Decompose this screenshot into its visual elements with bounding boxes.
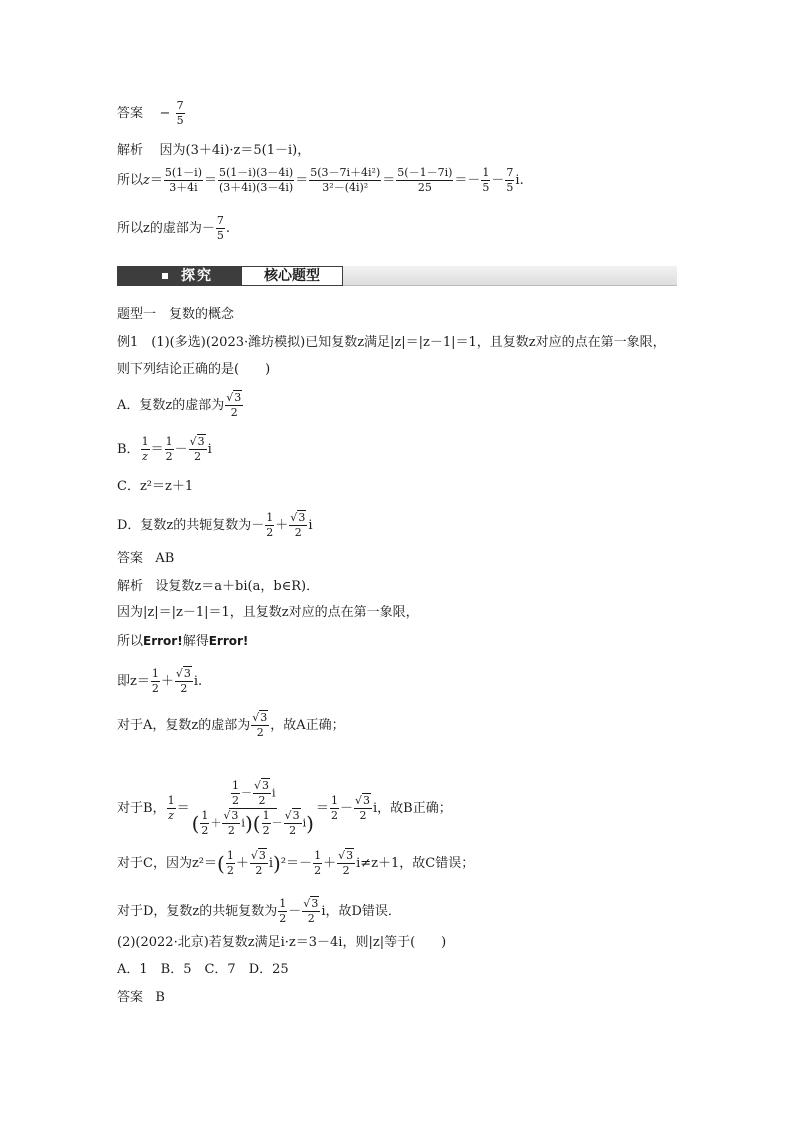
analysis-2-line-1 [117, 578, 319, 596]
numerator: 1 [314, 849, 322, 862]
fraction [505, 167, 514, 194]
for-d-result: ，故D错误． [325, 904, 401, 919]
fraction [218, 167, 294, 194]
fraction [354, 795, 372, 822]
answer-value: B [155, 990, 165, 1005]
fraction [302, 898, 320, 925]
answer-label: 答案 [117, 551, 144, 566]
numerator: 1 [226, 849, 234, 862]
for-b-text: 对于B， [117, 801, 166, 816]
answer-value: AB [155, 551, 175, 566]
numerator: 5(1－i)(3－4i) [219, 166, 294, 179]
sqrt: √3 [290, 511, 306, 524]
radicand: 3 [258, 849, 266, 862]
for-c-text: 对于C，因为z²＝ [117, 856, 218, 871]
section-tag-label: 探究 [181, 268, 213, 284]
section-header-bar [117, 266, 677, 286]
analysis-text: 设复数z＝a＋bi(a，b∈R)． [155, 579, 320, 594]
numerator: 1 [201, 809, 209, 822]
numerator: 5(1－i) [164, 166, 202, 179]
denominator: 2 [314, 864, 322, 877]
fraction [481, 167, 490, 194]
denominator: 2 [289, 824, 297, 837]
fraction: $\frac{1}{z}$ [167, 794, 175, 822]
fraction [396, 167, 453, 194]
analysis-for-d: 对于D，复数z的共轭复数为 $\frac{1}{2}$ － $\frac{√3}{2}$ i，故D错误． [117, 897, 401, 925]
analysis-conclusion: 所以z的虚部为－ $\frac{7}{5}$ . [117, 214, 230, 242]
denominator: 5 [506, 181, 514, 194]
numerator: 5(－1－7i) [397, 166, 453, 179]
option-c: C．z²＝z＋1 [117, 479, 194, 494]
square-bullet-icon [162, 273, 168, 279]
numerator: 1 [279, 897, 287, 910]
analysis-2-line-4: 即z＝ $\frac{1}{2}$ ＋ $\frac{√3}{2}$ i. [117, 667, 203, 695]
numerator: 1 [165, 435, 173, 448]
fraction [216, 215, 225, 242]
denominator: 2 [231, 794, 239, 807]
section-divider [343, 285, 677, 286]
denominator: 2 [359, 809, 367, 822]
radicand: 3 [197, 435, 205, 448]
option-a [117, 392, 244, 419]
conclusion-text: 所以z的虚部为－ [117, 221, 215, 236]
for-c-mid: ²＝－ [280, 856, 313, 871]
denominator: 5 [176, 114, 184, 127]
fraction [165, 436, 174, 463]
analysis-label: 解析 [117, 143, 144, 158]
sqrt: √3 [354, 794, 370, 807]
fraction [175, 668, 193, 695]
sqrt: √3 [284, 809, 300, 822]
numerator: 1 [151, 667, 159, 680]
denominator: 2 [266, 526, 274, 539]
denominator: 2 [262, 824, 270, 837]
numerator: 7 [176, 99, 184, 112]
sqrt: √3 [223, 809, 239, 822]
denominator: 2 [258, 794, 266, 807]
answer-line-2 [117, 550, 174, 568]
denominator: 3²－(4i)² [322, 181, 369, 194]
fraction [164, 167, 203, 194]
imag-unit: i [207, 442, 212, 457]
radicand: 3 [260, 711, 268, 724]
fraction [225, 392, 243, 419]
for-c-result: ≠z＋1，故C错误； [360, 856, 475, 871]
numerator: 1 [262, 809, 270, 822]
analysis-line-1 [117, 142, 310, 160]
radicand: 3 [292, 809, 300, 822]
denominator: 5 [216, 229, 224, 242]
answer-label: 答案 [117, 106, 144, 121]
imag-unit: i [308, 518, 313, 533]
option-b: B． $\frac{1}{z}$ ＝ $\frac{1}{2}$ － $\frac{√3}{2}$ i [117, 435, 212, 463]
radicand: 3 [311, 897, 319, 910]
denominator: (3＋4i)(3－4i) [219, 181, 294, 194]
fraction [289, 512, 307, 539]
radicand: 3 [231, 809, 239, 822]
denominator: 2 [294, 526, 302, 539]
denominator: 2 [279, 912, 287, 925]
fraction [313, 850, 322, 877]
denominator: 2 [194, 450, 202, 463]
denominator: 2 [180, 682, 188, 695]
example-stem-line-1: 例1 (1)(多选)(2023·潍坊模拟)已知复数z满足|z|＝|z－1|＝1，且复数z对应的点在第一象限， [117, 335, 666, 350]
minus-sign: − [159, 106, 171, 121]
denominator: 2 [307, 912, 315, 925]
answer-line-3 [117, 989, 165, 1007]
denominator: 2 [227, 824, 235, 837]
denominator: 3＋4i [169, 181, 198, 194]
sqrt: √3 [252, 711, 268, 724]
fraction [309, 167, 381, 194]
sqrt: √3 [250, 849, 266, 862]
denominator: 25 [417, 181, 432, 194]
fraction [265, 512, 274, 539]
fraction [330, 795, 339, 822]
fraction [337, 850, 355, 877]
sqrt: √3 [338, 849, 354, 862]
compound-fraction: $\frac{1}{2}$ － $\frac{√3}{2}$ i ( $\frac{1}{2}$ ＋ $\frac{√3}{2}$ i)( $\frac{1}{2}$ － $\frac{√3}{2}$ i) [191, 779, 314, 837]
solve-text: 解得 [182, 634, 209, 649]
sqrt: √3 [226, 391, 242, 404]
denominator: 2 [226, 864, 234, 877]
radicand: 3 [183, 667, 191, 680]
radicand: 3 [346, 849, 354, 862]
option-d-text: D．复数z的共轭复数为－ [117, 518, 265, 533]
numerator: 1 [330, 794, 338, 807]
sqrt: √3 [189, 435, 205, 448]
fraction: $\frac{1}{z}$ [141, 435, 149, 463]
analysis-2-line-2: 因为|z|＝|z－1|＝1，且复数z对应的点在第一象限， [117, 605, 419, 620]
denominator: 2 [230, 406, 238, 419]
error-placeholder: Error! [143, 634, 183, 648]
denominator: 2 [201, 824, 209, 837]
error-placeholder: Error! [208, 634, 249, 648]
so-text: 所以 [117, 173, 144, 188]
analysis-fraction-chain: 所以z＝ $\frac{5(1-i)}{3+4i}$ ＝ $\frac{5(1-i)(3-4i)}{(3+4i)(3-4i)}$ ＝ $\frac{\text{5(3－7i＋4i²)}}{\text{3²－(4i)²}}$ ＝ $\frac{5(-1-7i)}{25}$ ＝－ $\frac{1}{5}$ － $\frac{7}{5}$ i. [117, 166, 524, 194]
analysis-text: 因为(3＋4i)·z＝5(1－i)， [159, 143, 311, 158]
numerator: 1 [141, 435, 149, 448]
fraction [226, 850, 235, 877]
denominator: 5 [482, 181, 490, 194]
sqrt: √3 [175, 667, 191, 680]
sqrt: √3 [303, 897, 319, 910]
for-a-text: 对于A，复数z的虚部为 [117, 718, 251, 733]
answer-line-1 [117, 100, 186, 127]
denominator: 2 [151, 682, 159, 695]
for-a-result: ，故A正确； [270, 718, 345, 733]
denominator: 2 [255, 864, 263, 877]
numerator: 7 [506, 166, 514, 179]
numerator: 1 [231, 779, 239, 792]
fraction [176, 100, 185, 127]
sqrt: √3 [253, 779, 269, 792]
numerator: 5(3－7i＋4i²) [310, 166, 381, 179]
denominator: 2 [342, 864, 350, 877]
analysis-for-c: 对于C，因为z²＝( $\frac{1}{2}$ ＋ $\frac{√3}{2}$ i)²＝－ $\frac{1}{2}$ ＋ $\frac{√3}{2}$ i≠z＋1，故C错误； [117, 849, 475, 877]
numerator: 1 [482, 166, 490, 179]
radicand: 3 [234, 391, 242, 404]
fraction [278, 898, 287, 925]
fraction [251, 712, 269, 739]
denominator: 2 [165, 450, 173, 463]
denominator: 2 [256, 726, 264, 739]
numerator: 1 [266, 511, 274, 524]
analysis-for-b: 对于B， $\frac{1}{z}$ ＝ $\frac{1}{2}$ － $\frac{√3}{2}$ i ( $\frac{1}{2}$ ＋ $\frac{√3}{2}$ i)( $\frac{1}{2}$ － $\frac{√3}{2}$ i) ＝ $\frac{1}{2}$ － $\frac{√3}{2}$ i，故B正确； [117, 779, 452, 837]
option-d: D．复数z的共轭复数为－ $\frac{1}{2}$ ＋ $\frac{√3}{2}$ i [117, 511, 313, 539]
for-b-result: ，故B正确； [377, 801, 452, 816]
topic-heading: 题型一 复数的概念 [117, 307, 235, 322]
question-2-options: A．1 B．5 C．7 D．25 [117, 962, 289, 977]
for-d-text: 对于D，复数z的共轭复数为 [117, 904, 278, 919]
fraction [151, 668, 160, 695]
fraction [250, 850, 268, 877]
analysis-for-a [117, 712, 345, 739]
section-title: 核心题型 [241, 266, 343, 286]
question-2-stem: (2)(2022·北京)若复数z满足i·z＝3－4i，则|z|等于( ) [117, 935, 447, 950]
numerator: 1 [167, 794, 175, 807]
answer-label: 答案 [117, 990, 144, 1005]
numerator: 7 [216, 214, 224, 227]
option-a-text: A．复数z的虚部为 [117, 398, 225, 413]
radicand: 3 [362, 794, 370, 807]
example-stem-line-2: 则下列结论正确的是( ) [117, 362, 271, 377]
radicand: 3 [298, 511, 306, 524]
fraction [189, 436, 207, 463]
option-b-prefix: B． [117, 442, 140, 457]
analysis-2-line-3 [117, 632, 248, 651]
section-tag [117, 266, 241, 286]
so-text: 所以 [117, 634, 144, 649]
z-equals-text: 即z＝ [117, 674, 150, 689]
analysis-label: 解析 [117, 579, 144, 594]
radicand: 3 [261, 779, 269, 792]
denominator: 2 [330, 809, 338, 822]
